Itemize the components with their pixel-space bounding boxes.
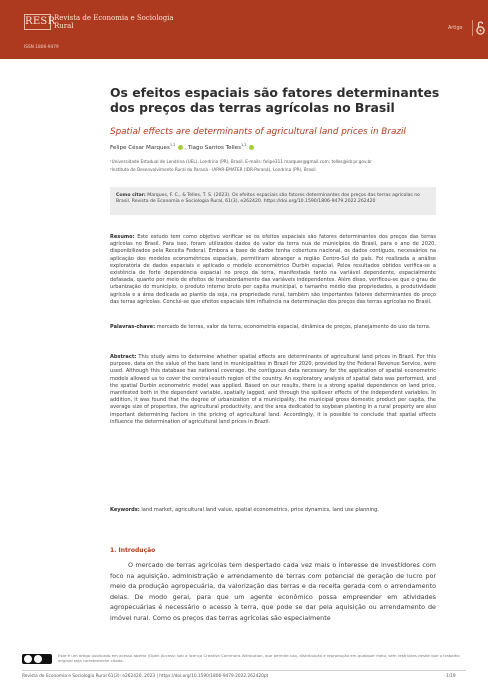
resumo-label: Resumo:	[110, 234, 135, 240]
palavras-chave-text: mercado de terras, valor da terra, econometria espacial, dinâmica de preços, planejamento do uso da terra.	[155, 324, 431, 330]
article-type-label: Artigo	[448, 26, 463, 31]
license-notice: Este é um artigo publicado em acesso aberto (Open Access) sob a licença Creative Commons Attribution, que permite uso, distribuição e reprodução em qualquer meio, sem restrições desde que o trabalho original seja corretamente citado.	[58, 653, 460, 664]
footer-citation: Revista de Economia e Sociologia Rural 61(3): e262420, 2023 | https://doi.org/10.1590/1806-9479.2022.262420pt	[22, 674, 269, 679]
journal-logo: RESR	[24, 14, 51, 30]
author-list	[110, 143, 450, 151]
citation-text[interactable]: Marques, F. C., & Telles, T. S. (2023). Os efeitos espaciais são fatores determinantes dos preços das terras agrícolas no Brasil. Revista de Economia e Sociologia Rural, 61(3), e262420. https://doi.org/10.1590/1806-9479.2022.262420	[116, 193, 420, 205]
affiliation: ²Instituto de Desenvolvimento Rural do Paraná - IAPAR-EMATER (IDR-Paraná), Londrina (PR), Brasil.	[110, 167, 317, 172]
journal-name: Revista de Economia e Sociologia Rural	[54, 14, 174, 30]
keywords-label: Keywords:	[110, 507, 140, 513]
author-name: Felipe César Marques	[110, 144, 170, 151]
article-subtitle: Spatial effects are determinants of agricultural land prices in Brazil	[110, 127, 406, 137]
footer-divider	[22, 670, 466, 671]
resumo-text: Este estudo tem como objetivo verificar se os efeitos espaciais são fatores determinantes dos preços das terras agrícolas no Brasil. Para isso, foram utilizados dados do valor da terra nua de municípios do Brasil, para o ano de 2020, disponibilizados pela Receita Federal. Embora a base de dados tenha cobertura nacional, os dados contíguos, necessários na aplicação dos modelos econométricos espaciais, permitiram abranger a região Centro-Sul do país. Foi realizada a análise exploratória de dados espaciais e aplicado o modelo econométrico Durbin espacial. Pelos resultados obtidos verifica-se a existência de forte dependência espacial no preço da terra, manifestada tanto na variável dependente, espacialmente defasada, quanto por meio de efeitos de transbordamento das variáveis independentes. Além disso, verificou-se que o grau de urbanização do município, o produto interno bruto per capita municipal, o tamanho médio das propriedades, a produtividade agrícola e a área dedicada ao plantio da soja, na propriedade rural, também são importantes fatores determinantes do preço das terras agrícolas. Conclui-se que efeitos espaciais têm influência na determinação dos preços das terras agrícolas no Brasil.	[110, 234, 436, 305]
abstract-paragraph	[110, 354, 436, 426]
affiliation: ¹Universidade Estadual de Londrina (UEL), Londrina (PR), Brasil. E-mails: felipe311.marques@gmail.com; telles@idr.pr.gov.br	[110, 159, 372, 164]
author-superscript: 1,2	[169, 143, 176, 147]
cc-icon	[24, 655, 32, 663]
header-divider	[472, 20, 473, 36]
keywords-paragraph	[110, 507, 436, 514]
palavras-chave-paragraph	[110, 324, 436, 331]
palavras-chave-label: Palavras-chave:	[110, 324, 156, 330]
open-access-lock-icon	[476, 20, 485, 36]
section-heading: 1. Introdução	[110, 547, 156, 554]
author-name: , Tiago Santos Telles	[184, 144, 242, 151]
by-icon	[34, 655, 42, 663]
how-to-cite-label: Como citar:	[116, 193, 146, 198]
how-to-cite-box	[110, 187, 436, 215]
abstract-label: Abstract:	[110, 354, 137, 360]
creative-commons-by-icon[interactable]	[22, 654, 52, 664]
orcid-icon[interactable]	[249, 145, 254, 150]
abstract-text: This study aims to determine whether spatial effects are determinants of agricultural land prices in Brazil. For this purpose, data on the value of the bare land in municipalities in Brazil for 2020, provided by the Federal Revenue Service, were used. Although this database has national coverage, the contiguous data necessary for the application of spatial econometric models allowed us to cover the central-south region of the country. An exploratory analysis of spatial data was performed, and the spatial Durbin econometric model was applied. Based on our results, there is a strong spatial dependence on land price, manifested both in the dependent variable, spatially lagged, and through the spillover effects of the independent variables. In addition, it was found that the degree of urbanization of a municipality, the municipal gross domestic product per capita, the average size of properties, the agricultural productivity, and the area dedicated to soybean planting in a rural property are also important determining factors in the pricing of agricultural land. Accordingly, it is possible to conclude that spatial effects influence the determination of agricultural land prices in Brazil.	[110, 354, 436, 425]
how-to-cite-text	[116, 193, 430, 205]
issn-label: ISSN 1806-9479	[24, 45, 59, 50]
page-number: 1/19	[446, 674, 456, 679]
intro-text: O mercado de terras agrícolas tem despertado cada vez mais o interesse de investidores com foco na aquisição, administração e arrendamento de terras com potencial de geração de lucro por meio da produção agropecuária, da valorização das terras e da receita gerada com o arrendamento delas. De modo geral, para que um agente econômico possa empreender em atividades agropecuárias é necessário o acesso à terra, que pode se dar pela aquisição ou arrendamento de imóvel rural. Como os preços das terras agrícolas são especialmente	[110, 561, 436, 622]
author-superscript: 1,2	[241, 143, 247, 147]
orcid-icon[interactable]	[178, 145, 183, 150]
keywords-text: land market, agricultural land value, spatial econometrics, price dynamics, land use planning.	[139, 507, 379, 513]
resumo-paragraph	[110, 234, 436, 306]
intro-paragraph	[110, 560, 436, 624]
article-title: Os efeitos espaciais são fatores determinantes dos preços das terras agrícolas no Brasil	[110, 85, 440, 115]
